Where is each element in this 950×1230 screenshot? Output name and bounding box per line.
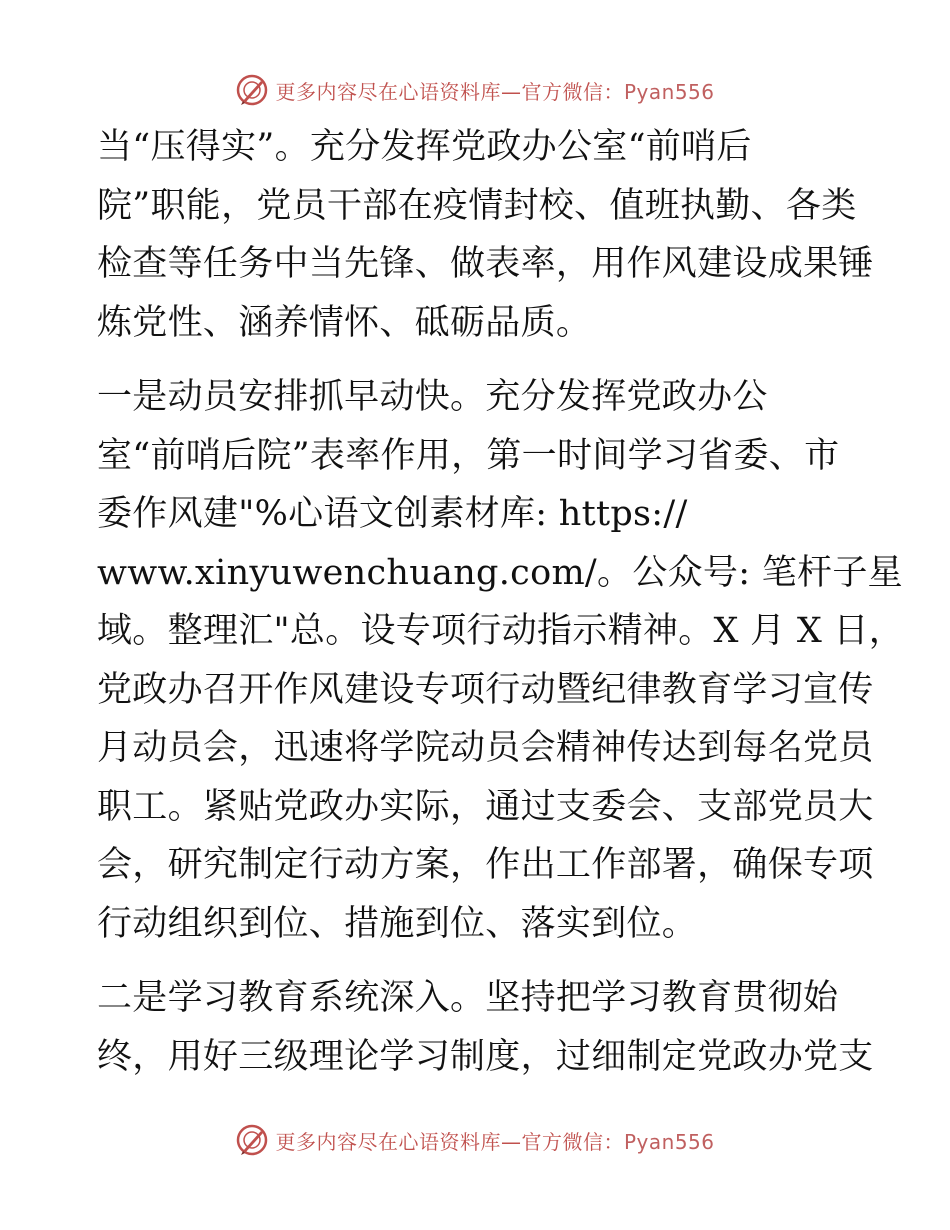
watermark-text <box>275 76 714 105</box>
text-line: 炼党性、涵养情怀、砥砺品质。 <box>97 302 592 343</box>
text-line: 会，研究制定行动方案，作出工作部署，确保专项 <box>97 845 874 885</box>
watermark-handle: Pyan556 <box>623 79 715 104</box>
watermark-label: 官方微信： <box>521 1129 624 1154</box>
text-line: 二是学习教育系统深入。坚持把学习教育贯彻始 <box>97 978 839 1018</box>
paragraph-3 <box>97 969 874 1086</box>
text-line: 委作风建"%心语文创素材库: https:// <box>97 494 688 534</box>
watermark-main: 更多内容尽在心语资料库 <box>275 79 501 104</box>
text-line: 当“压得实”。充分发挥党政办公室“前哨后 <box>97 127 752 167</box>
text-line: 职工。紧贴党政办实际，通过支委会、支部党员大 <box>97 786 874 827</box>
text-line: 终，用好三级理论学习制度，过细制定党政办党支 <box>97 1036 874 1077</box>
watermark-handle: Pyan556 <box>623 1129 715 1154</box>
text-line: 一是动员安排抓早动快。充分发挥党政办公 <box>97 377 768 417</box>
pen-logo-icon <box>235 73 269 107</box>
pen-logo-icon <box>235 1123 269 1157</box>
text-line: 党政办召开作风建设专项行动暨纪律教育学习宣传 <box>97 669 874 710</box>
text-line: 行动组织到位、措施到位、落实到位。 <box>97 903 698 944</box>
watermark-label: 官方微信： <box>521 79 624 104</box>
text-line: 月动员会，迅速将学院动员会精神传达到每名党员 <box>97 728 874 768</box>
text-line: 室“前哨后院”表率作用，第一时间学习省委、市 <box>97 435 840 476</box>
document-body <box>97 118 905 1086</box>
watermark-text <box>275 1126 714 1155</box>
watermark-dash: — <box>500 1129 522 1154</box>
paragraph-1 <box>97 118 874 352</box>
watermark-main: 更多内容尽在心语资料库 <box>275 1129 501 1154</box>
text-line: www.xinyuwenchuang.com/。公众号: 笔杆子星 <box>97 552 903 593</box>
watermark-dash: — <box>500 79 522 104</box>
paragraph-2 <box>97 368 905 953</box>
text-line: 院”职能，党员干部在疫情封校、值班执勤、各类 <box>97 185 857 226</box>
footer-watermark <box>0 1120 950 1160</box>
header-watermark <box>0 70 950 110</box>
text-line: 域。整理汇"总。设专项行动指示精神。X 月 X 日， <box>97 611 905 651</box>
text-line: 检查等任务中当先锋、做表率，用作风建设成果锤 <box>97 244 874 284</box>
